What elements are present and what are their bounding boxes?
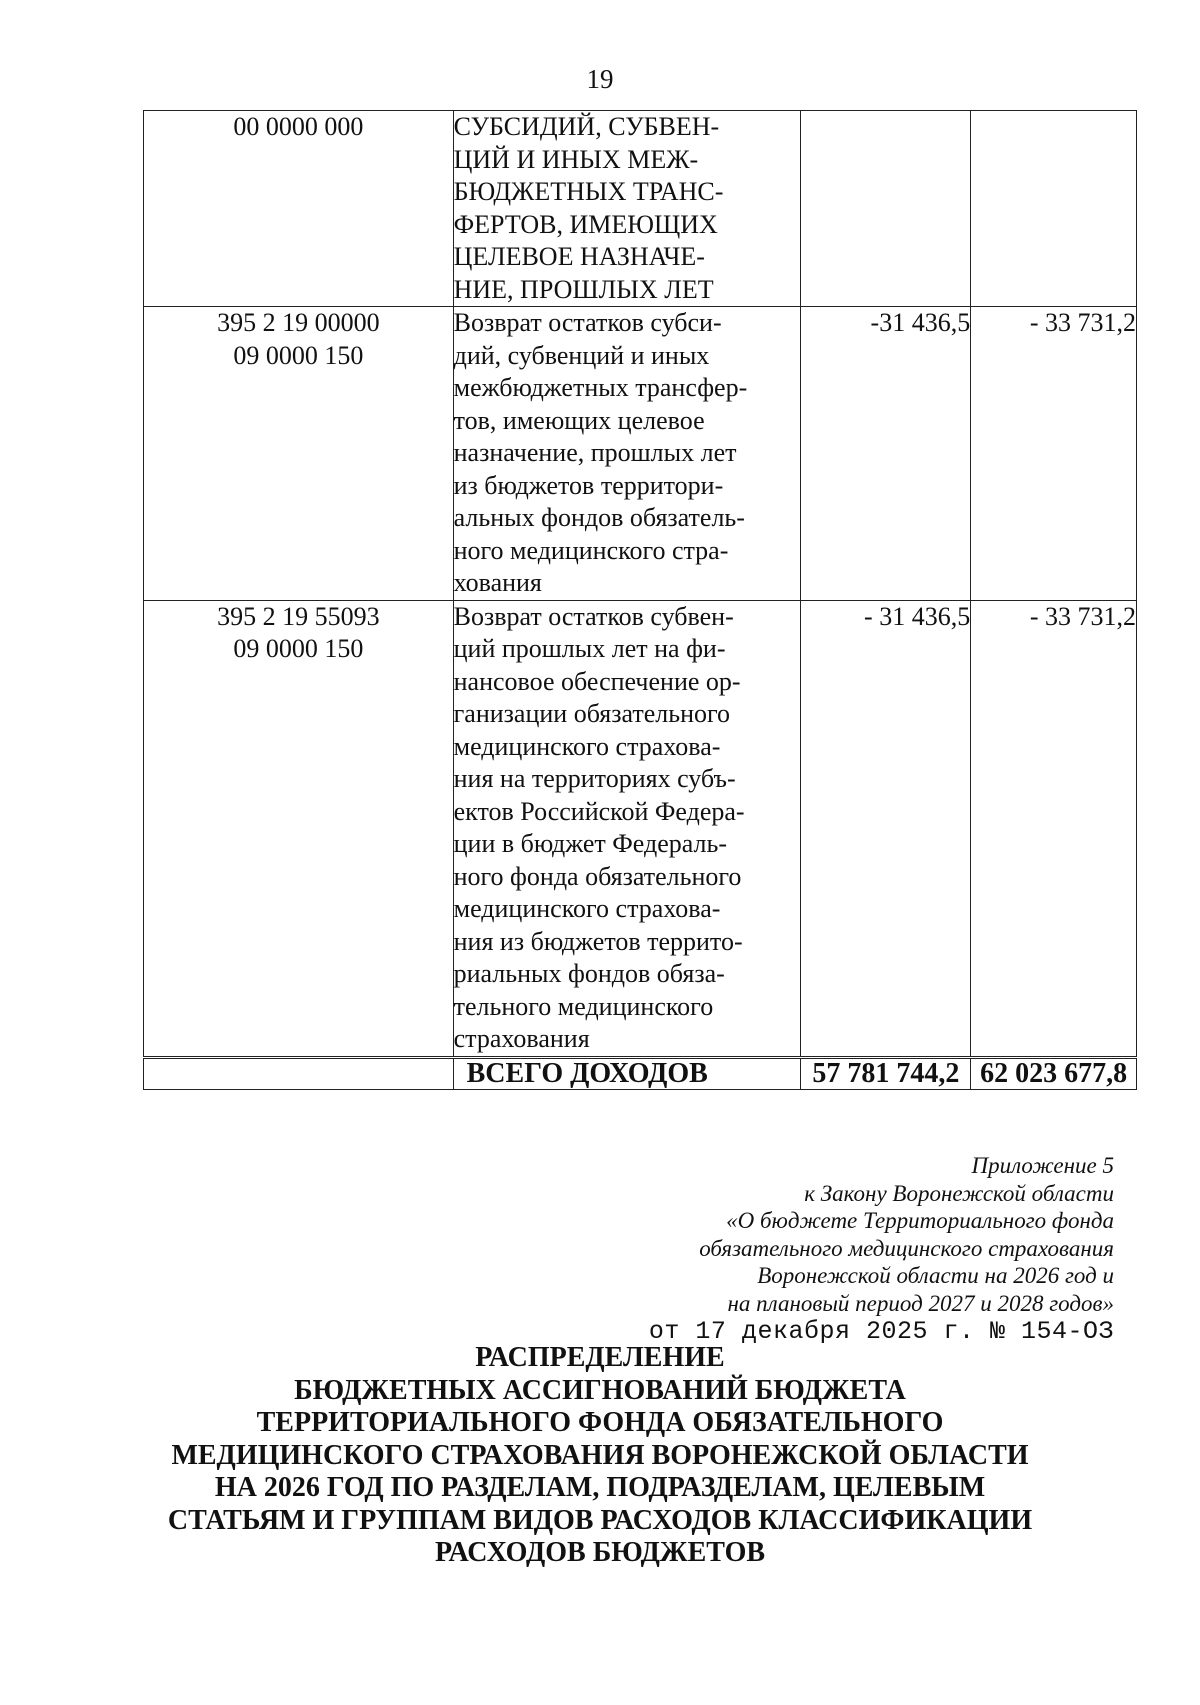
heading-line: МЕДИЦИНСКОГО СТРАХОВАНИЯ ВОРОНЕЖСКОЙ ОБЛАСТИ [171,1439,1029,1471]
description-line: ектов Российской Федера- [453,796,745,826]
description-cell [453,307,801,601]
section-heading [0,1342,1200,1570]
description-line: ганизации обязательного [453,699,731,728]
amount-2027-cell [801,111,971,307]
description-line: альных фондов обязатель- [453,503,745,532]
total-label: ВСЕГО ДОХОДОВ [453,1057,801,1089]
heading-line: РАСХОДОВ БЮДЖЕТОВ [434,1537,766,1568]
description-line: ния из бюджетов террито- [453,926,743,956]
appendix-line: Приложение 5 [971,1153,1114,1178]
amount-2028-cell [971,111,1137,307]
appendix-line: «О бюджете Территориального фонда [726,1208,1114,1233]
amount-2027-cell: - 31 436,5 [801,600,971,1057]
description-line: Возврат остатков субси- [453,308,722,337]
budget-code-line: 395 2 19 55093 [217,601,380,631]
description-line: хования [453,568,542,597]
description-line: нансовое обеспечение ор- [453,666,741,696]
description-line: дий, субвенций и иных [453,340,710,370]
description-line: ции в бюджет Федераль- [453,829,727,858]
description-line: страхования [453,1024,590,1053]
description-line: ФЕРТОВ, ИМЕЮЩИХ [453,209,718,239]
appendix-line: Воронежской области на 2026 год и [757,1263,1114,1288]
budget-code-line: 395 2 19 00000 [217,308,380,337]
budget-code-cell [144,600,454,1057]
heading-line: РАСПРЕДЕЛЕНИЕ [475,1342,725,1373]
description-line: ций прошлых лет на фи- [453,634,726,663]
revenue-table [143,110,1137,1090]
total-amount-2027: 57 781 744,2 [801,1057,971,1089]
page-number: 19 [586,64,614,94]
heading-line: БЮДЖЕТНЫХ АССИГНОВАНИЙ БЮДЖЕТА [294,1374,906,1406]
table-row [144,600,1137,1057]
budget-code-cell [144,1057,454,1089]
table-row [144,307,1137,601]
description-line: БЮДЖЕТНЫХ ТРАНС- [453,177,724,206]
total-row [144,1057,1137,1089]
budget-code-line: 09 0000 150 [233,340,364,370]
description-line: межбюджетных трансфер- [453,373,748,402]
description-line: ного фонда обязательного [453,861,742,891]
description-line: СУБСИДИЙ, СУБВЕН- [453,112,720,141]
appendix-line: к Закону Воронежской области [804,1180,1114,1206]
description-cell [453,600,801,1057]
description-line: Возврат остатков субвен- [453,601,734,631]
description-line: НИЕ, ПРОШЛЫХ ЛЕТ [453,274,714,304]
description-line: из бюджетов территори- [453,470,724,500]
budget-code-line: 00 0000 000 [233,112,364,141]
law-date-number: от 17 декабря 2025 г. № 154-ОЗ [648,1317,1114,1346]
table-row [144,111,1137,307]
description-line: медицинского страхова- [453,894,721,923]
appendix-line: обязательного медицинского страхования [699,1235,1114,1261]
total-amount-2028: 62 023 677,8 [971,1057,1137,1089]
heading-line: СТАТЬЯМ И ГРУППАМ ВИДОВ РАСХОДОВ КЛАССИФИКАЦИИ [167,1504,1033,1536]
description-line: ного медицинского стра- [453,535,729,565]
heading-line: ТЕРРИТОРИАЛЬНОГО ФОНДА ОБЯЗАТЕЛЬНОГО [256,1407,944,1438]
appendix-line: на плановый период 2027 и 2028 годов» [727,1290,1114,1316]
description-cell [453,111,801,307]
amount-2028-cell: - 33 731,2 [971,307,1137,601]
amount-2027-cell: -31 436,5 [801,307,971,601]
description-line: тов, имеющих целевое [453,405,705,435]
appendix-note [649,1152,1114,1347]
budget-code-cell [144,111,454,307]
description-line: ЦИЙ И ИНЫХ МЕЖ- [453,144,699,174]
description-line: назначение, прошлых лет [453,438,737,467]
heading-line: НА 2026 ГОД ПО РАЗДЕЛАМ, ПОДРАЗДЕЛАМ, ЦЕЛЕВЫМ [214,1472,986,1503]
description-line: медицинского страхова- [453,731,721,761]
amount-2028-cell: - 33 731,2 [971,600,1137,1057]
description-line: тельного медицинского [453,991,714,1021]
description-line: ния на территориях субъ- [453,764,736,793]
budget-code-cell [144,307,454,601]
description-line: риальных фондов обяза- [453,959,725,988]
budget-code-line: 09 0000 150 [233,634,364,663]
description-line: ЦЕЛЕВОЕ НАЗНАЧЕ- [453,242,705,271]
